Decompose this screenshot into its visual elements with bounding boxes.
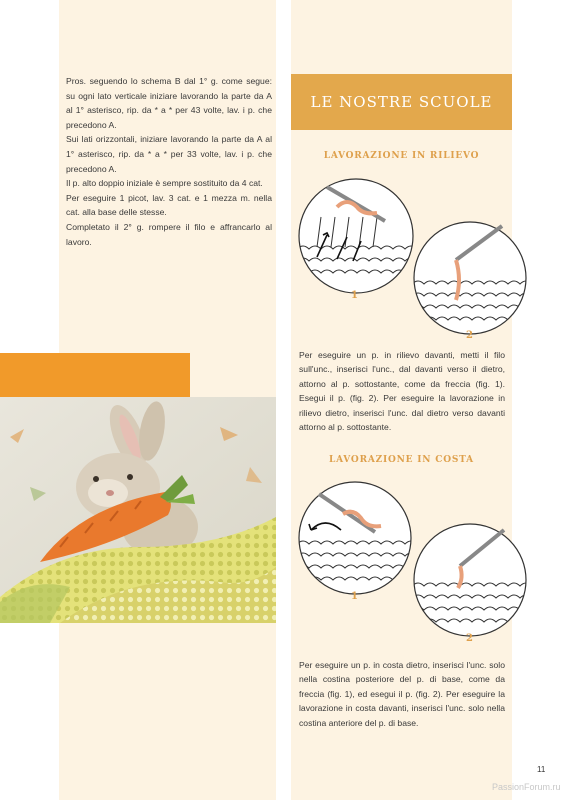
- left-column-text: [66, 74, 272, 249]
- section-text-rilievo: Per eseguire un p. in rilievo davanti, metti il filo sull'unc., inserisci l'unc., dal davanti verso il dietro, attorno al p. sottostante, come da freccia (fig. 1). Esegui il p. (fig. 2). Per eseguire la lavorazione in rilievo dietro, inserisci l'unc. dal dietro verso davanti attorno al p. sottostante.: [299, 350, 505, 433]
- paragraph: Per eseguire 1 picot, lav. 3 cat. e 1 mezza m. nella cat. alla base delle stesse.: [66, 192, 272, 218]
- watermark: PassionForum.ru: [492, 782, 561, 792]
- section-title-costa: LAVORAZIONE IN COSTA: [329, 455, 474, 465]
- orange-band: [0, 353, 190, 397]
- figure-rilievo-1: [297, 177, 415, 295]
- figure-rilievo-2: [412, 220, 528, 336]
- figure-number: 2: [466, 330, 473, 341]
- paragraph: Completato il 2° g. rompere il filo e affrancarlo al lavoro.: [66, 221, 272, 247]
- section-banner: [291, 74, 512, 130]
- figure-costa-1: [297, 480, 413, 596]
- section-title-rilievo: LAVORAZIONE IN RILIEVO: [323, 151, 480, 161]
- figure-number: 2: [466, 633, 473, 644]
- section-text-costa: Per eseguire un p. in costa dietro, inserisci l'unc. solo nella costina posteriore del p. di base, come da freccia (fig. 1), ed esegui il p. (fig. 2). Per eseguire la lavorazione in costa davanti, inserisci l'unc. solo nella costina anteriore del p. di base.: [299, 660, 505, 728]
- figure-number: 1: [351, 290, 358, 301]
- page-number: 11: [537, 765, 546, 774]
- bunny-photo: [0, 397, 276, 623]
- paragraph: Il p. alto doppio iniziale è sempre sostituito da 4 cat.: [66, 178, 263, 189]
- paragraph: Sui lati orizzontali, iniziare lavorando la parte da A al 1° asterisco, rip. da * a * per 33 volte, lav. i p. che precedono A.: [66, 134, 272, 174]
- figure-costa-2: [412, 522, 528, 638]
- figure-number: 1: [351, 591, 358, 602]
- banner-title: LE NOSTRE SCUOLE: [310, 93, 493, 111]
- paragraph: Pros. seguendo lo schema B dal 1° g. come segue: su ogni lato verticale iniziare lavorando la parte da A al 1° asterisco, rip. da * a * per 43 volte, lav. i p. che precedono A.: [66, 76, 272, 130]
